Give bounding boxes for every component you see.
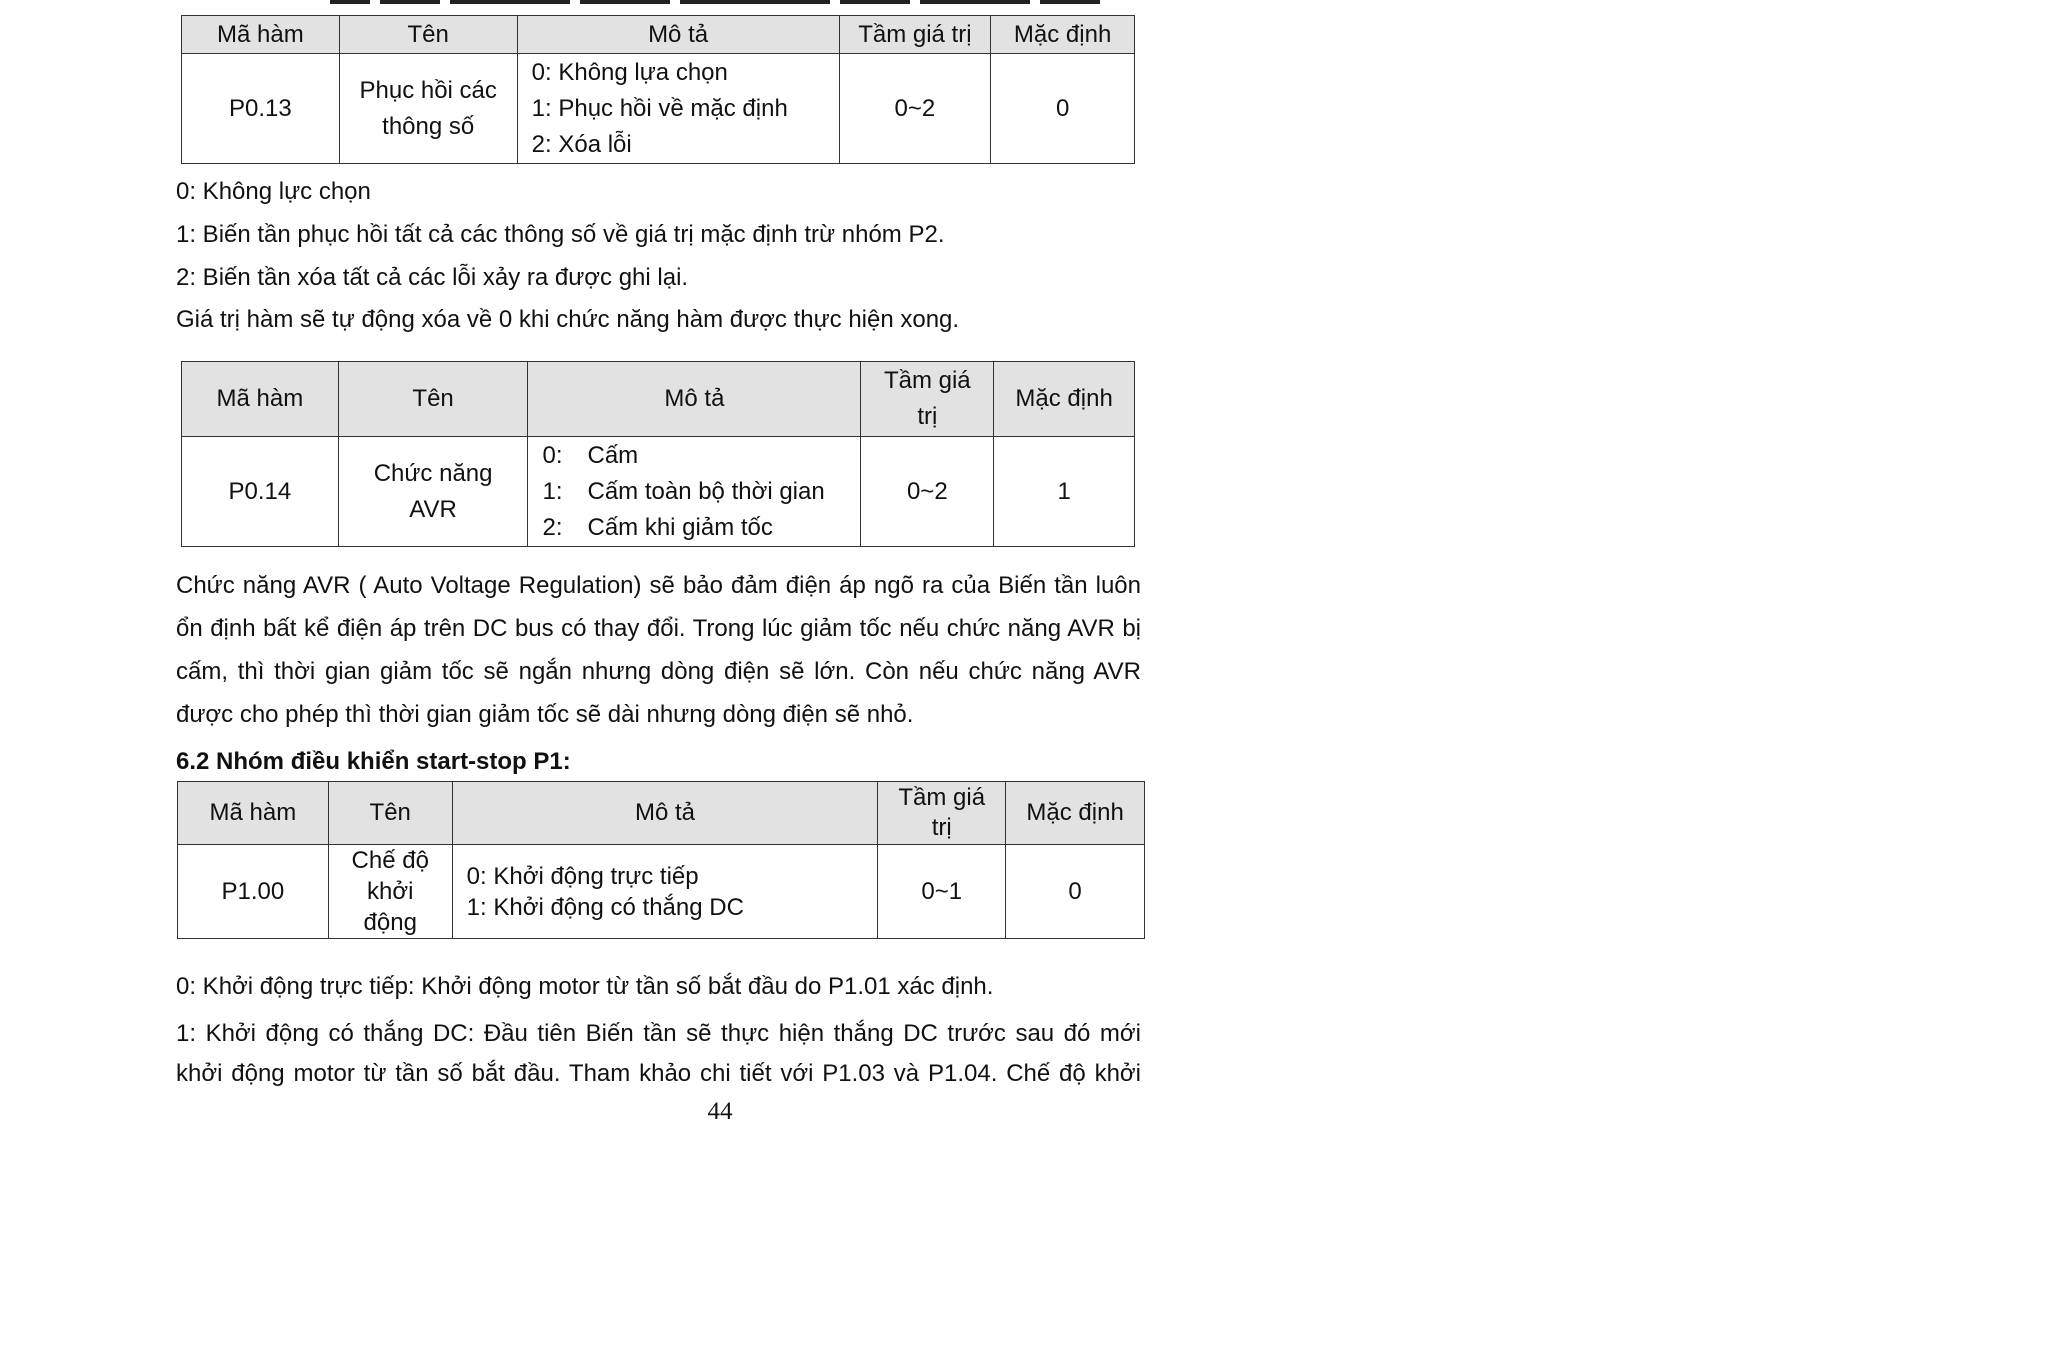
param-name-line: Chức năng [373, 459, 493, 487]
param-name-line: động [363, 909, 417, 936]
parameter-table-p013 [181, 15, 1135, 164]
header-default: Mặc định [1006, 782, 1145, 845]
table-row [182, 54, 1135, 164]
param-default: 0 [1006, 845, 1145, 939]
param-code: P1.00 [178, 845, 329, 939]
option-text: Cấm khi giảm tốc [587, 513, 773, 541]
paragraph-line: 1: Khởi động có thắng DC: Đầu tiên Biến tần sẽ thực hiện thắng DC trước sau đó mới [176, 1020, 1141, 1047]
param-default: 0 [991, 54, 1135, 164]
header-description: Mô tả [528, 362, 861, 437]
header-code: Mã hàm [178, 782, 329, 845]
option-line: 2: Xóa lỗi [531, 130, 632, 158]
table-row [178, 845, 1145, 939]
parameter-table-p100 [177, 781, 1145, 939]
param-default: 1 [994, 437, 1135, 547]
option-line [542, 474, 854, 510]
header-name: Tên [338, 362, 528, 437]
param-name [339, 54, 517, 164]
header-code: Mã hàm [182, 362, 339, 437]
option-number: 1: [542, 477, 563, 505]
param-name-line: khởi [367, 878, 414, 905]
parameter-table-p014 [181, 361, 1135, 547]
option-text: Cấm toàn bộ thời gian [587, 477, 825, 505]
table-header-row [178, 782, 1145, 845]
paragraph-line: 0: Khởi động trực tiếp: Khởi động motor từ tần số bắt đầu do P1.01 xác định. [176, 973, 994, 1000]
param-code: P0.13 [182, 54, 340, 164]
option-number: 0: [542, 441, 563, 469]
header-name: Tên [339, 16, 517, 54]
option-line: 1: Khởi động có thắng DC [466, 893, 744, 921]
option-line: 1: Phục hồi về mặc định [531, 94, 788, 122]
paragraph-line: 0: Không lực chọn [176, 178, 371, 205]
header-code: Mã hàm [182, 16, 340, 54]
avr-paragraph [176, 564, 1141, 736]
paragraph-line: ổn định bất kể điện áp trên DC bus có thay đổi. Trong lúc giảm tốc nếu chức năng AVR bị [176, 615, 1141, 642]
table-header-row [182, 362, 1135, 437]
paragraph-line: khởi động motor từ tần số bắt đầu. Tham khảo chi tiết với P1.03 và P1.04. Chế độ khởi [176, 1060, 1141, 1087]
param-description [452, 845, 878, 939]
table-header-row [182, 16, 1135, 54]
header-range [861, 362, 994, 437]
param-range: 0~2 [861, 437, 994, 547]
paragraph-line: Chức năng AVR ( Auto Voltage Regulation) sẽ bảo đảm điện áp ngõ ra của Biến tần luôn [176, 572, 1141, 599]
param-name-line: AVR [409, 495, 457, 523]
header-description: Mô tả [517, 16, 839, 54]
page-number: 44 [707, 1098, 733, 1125]
header-range-line: trị [931, 814, 952, 841]
section-heading: 6.2 Nhóm điều khiển start-stop P1: [176, 748, 571, 775]
header-name: Tên [328, 782, 452, 845]
option-line: 0: Khởi động trực tiếp [466, 862, 699, 890]
option-line [542, 438, 854, 474]
header-description: Mô tả [452, 782, 878, 845]
param-name-line: Chế độ [351, 847, 429, 874]
param-range: 0~1 [878, 845, 1006, 939]
option-line: 0: Không lựa chọn [531, 58, 728, 86]
paragraph-line: được cho phép thì thời gian giảm tốc sẽ dài nhưng dòng điện sẽ nhỏ. [176, 701, 914, 728]
param-name [338, 437, 528, 547]
param-name-line: Phục hồi các [359, 76, 497, 104]
param-range: 0~2 [839, 54, 991, 164]
param-name-line: thông số [382, 112, 475, 140]
paragraph-line: Giá trị hàm sẽ tự động xóa về 0 khi chức năng hàm được thực hiện xong. [176, 306, 960, 333]
paragraph-line: 2: Biến tần xóa tất cả các lỗi xảy ra được ghi lại. [176, 264, 689, 291]
option-number: 2: [542, 513, 563, 541]
param-description [517, 54, 839, 164]
header-range: Tầm giá trị [839, 16, 991, 54]
paragraph-line: 1: Biến tần phục hồi tất cả các thông số về giá trị mặc định trừ nhóm P2. [176, 221, 945, 248]
header-default: Mặc định [994, 362, 1135, 437]
option-text: Cấm [587, 441, 639, 469]
p100-paragraph [176, 1014, 1141, 1094]
header-range-line: trị [917, 403, 938, 430]
table-row [182, 437, 1135, 547]
header-range [878, 782, 1006, 845]
clipped-heading-fragment [330, 0, 1110, 4]
option-line [542, 510, 854, 546]
param-name [328, 845, 452, 939]
header-range-line: Tầm giá [883, 367, 971, 394]
header-range-line: Tầm giá [898, 784, 986, 811]
param-code: P0.14 [182, 437, 339, 547]
paragraph-line: cấm, thì thời gian giảm tốc sẽ ngắn nhưng dòng điện sẽ lớn. Còn nếu chức năng AVR [176, 658, 1141, 685]
param-description [528, 437, 861, 547]
header-default: Mặc định [991, 16, 1135, 54]
